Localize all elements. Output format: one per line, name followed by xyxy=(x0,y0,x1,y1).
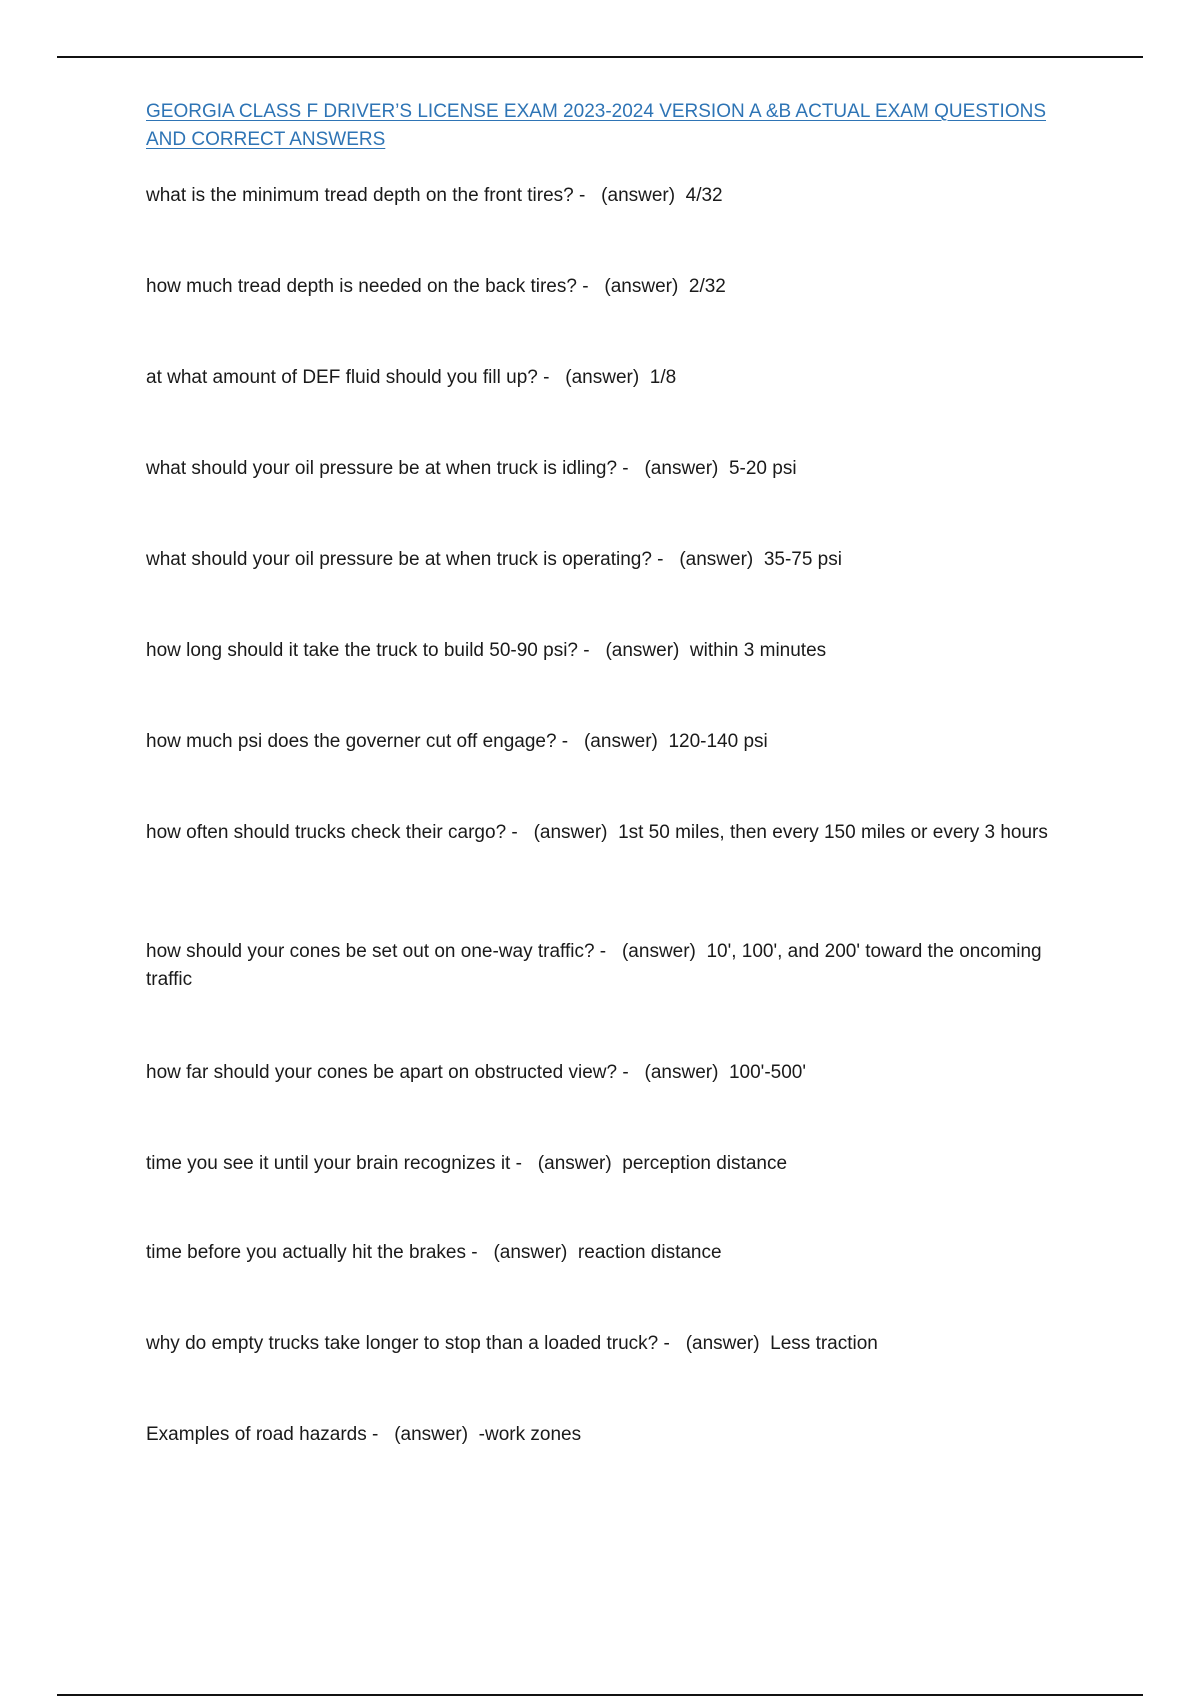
question-text: why do empty trucks take longer to stop than a loaded truck? - xyxy=(146,1333,670,1354)
answer-marker: (answer) xyxy=(621,941,696,962)
question-text: how much tread depth is needed on the back tires? - xyxy=(146,276,589,297)
qa-item-5 xyxy=(146,546,1066,574)
qa-item-12 xyxy=(146,1239,1066,1267)
answer-text: within 3 minutes xyxy=(689,640,827,661)
question-text: time you see it until your brain recognizes it - xyxy=(146,1153,522,1174)
qa-item-11 xyxy=(146,1150,1066,1178)
answer-text: 4/32 xyxy=(685,185,723,206)
answer-text: 5-20 psi xyxy=(728,458,797,479)
answer-text: 35-75 psi xyxy=(763,549,842,570)
bottom-rule xyxy=(57,1694,1143,1696)
qa-item-4 xyxy=(146,455,1066,483)
question-text: how often should trucks check their cargo? - xyxy=(146,822,518,843)
answer-text: 100'-500' xyxy=(728,1062,806,1083)
question-text: at what amount of DEF fluid should you fill up? - xyxy=(146,367,550,388)
answer-text: 2/32 xyxy=(688,276,726,297)
answer-marker: (answer) xyxy=(604,276,679,297)
top-rule xyxy=(57,56,1143,58)
answer-marker: (answer) xyxy=(394,1424,469,1445)
answer-text: perception distance xyxy=(622,1153,788,1174)
answer-text: -work zones xyxy=(478,1424,582,1445)
answer-marker: (answer) xyxy=(565,367,640,388)
qa-item-6 xyxy=(146,637,1066,665)
question-text: how far should your cones be apart on obstructed view? - xyxy=(146,1062,629,1083)
question-text: what should your oil pressure be at when truck is operating? - xyxy=(146,549,664,570)
answer-marker: (answer) xyxy=(493,1242,568,1263)
question-text: time before you actually hit the brakes - xyxy=(146,1242,478,1263)
answer-text: 10', 100', and 200' toward the oncoming traffic xyxy=(146,941,1042,990)
qa-item-14 xyxy=(146,1421,1066,1449)
answer-marker: (answer) xyxy=(601,185,676,206)
answer-marker: (answer) xyxy=(685,1333,760,1354)
qa-item-10 xyxy=(146,1059,1066,1087)
question-text: how much psi does the governer cut off engage? - xyxy=(146,731,569,752)
qa-item-9 xyxy=(146,938,1066,994)
question-text: what should your oil pressure be at when truck is idling? - xyxy=(146,458,629,479)
qa-item-3 xyxy=(146,364,1066,392)
answer-text: 120-140 psi xyxy=(668,731,768,752)
answer-text: Less traction xyxy=(770,1333,878,1354)
qa-item-2 xyxy=(146,273,1066,301)
qa-item-13 xyxy=(146,1330,1066,1358)
answer-text: reaction distance xyxy=(577,1242,722,1263)
answer-marker: (answer) xyxy=(605,640,680,661)
answer-text: 1/8 xyxy=(649,367,677,388)
question-text: Examples of road hazards - xyxy=(146,1424,379,1445)
document-title: GEORGIA CLASS F DRIVER’S LICENSE EXAM 2023-2024 VERSION A &B ACTUAL EXAM QUESTIONS AND CORRECT ANSWERS xyxy=(146,101,1046,150)
answer-marker: (answer) xyxy=(583,731,658,752)
answer-marker: (answer) xyxy=(644,458,719,479)
question-text: what is the minimum tread depth on the front tires? - xyxy=(146,185,586,206)
qa-item-8 xyxy=(146,819,1066,847)
answer-marker: (answer) xyxy=(644,1062,719,1083)
answer-marker: (answer) xyxy=(679,549,754,570)
answer-marker: (answer) xyxy=(537,1153,612,1174)
question-text: how long should it take the truck to build 50-90 psi? - xyxy=(146,640,590,661)
question-text: how should your cones be set out on one-way traffic? - xyxy=(146,941,607,962)
answer-text: 1st 50 miles, then every 150 miles or every 3 hours xyxy=(618,822,1048,843)
answer-marker: (answer) xyxy=(533,822,608,843)
qa-item-1 xyxy=(146,182,1066,210)
qa-item-7 xyxy=(146,728,1066,756)
